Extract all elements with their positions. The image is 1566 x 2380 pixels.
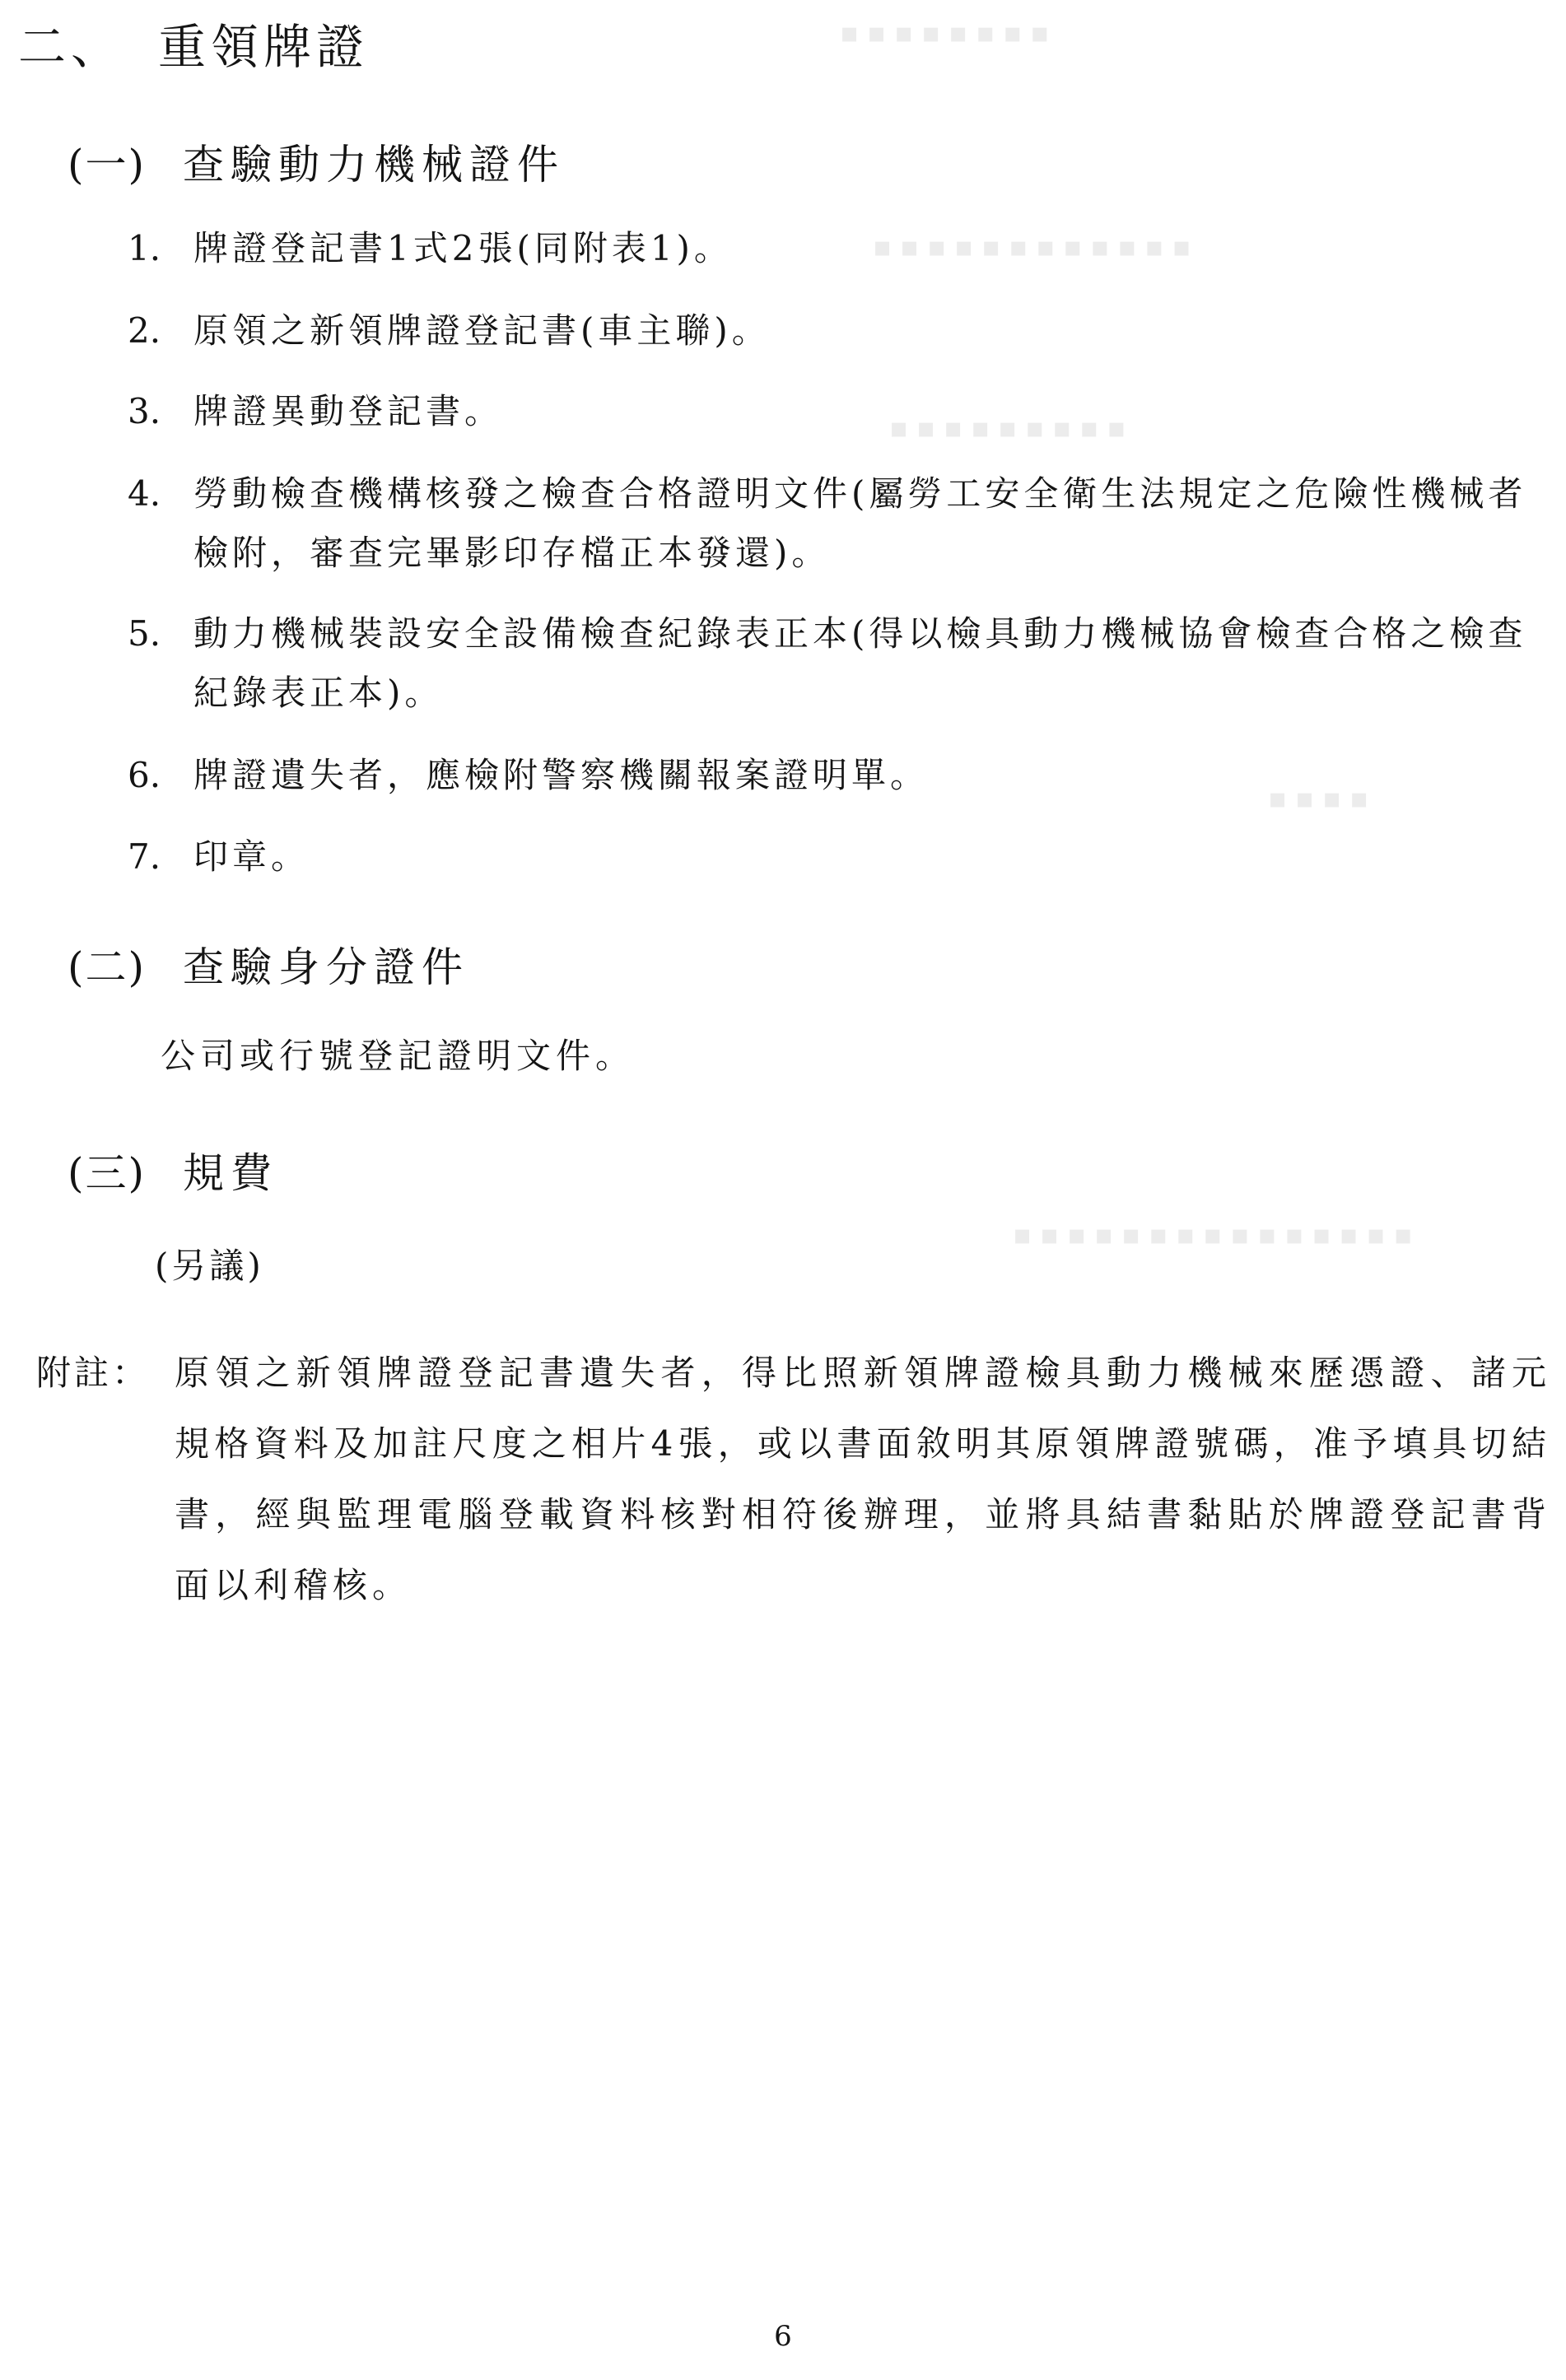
list-item-number: 2. — [128, 310, 161, 351]
subsection-heading — [68, 934, 469, 994]
list-item-text: 動力機械裝設安全設備檢查紀錄表正本(得以檢具動力機械協會檢查合格之檢查紀錄表正本)。 — [193, 613, 1527, 713]
show-through-texture: ▪▪▪▪ — [1268, 782, 1377, 815]
show-through-texture: ▪▪▪▪▪▪▪▪ — [840, 16, 1058, 49]
page-number: 6 — [774, 2320, 792, 2353]
list-item-text: 原領之新領牌證登記書(車主聯)。 — [193, 310, 771, 351]
footnote-label: 附註： — [36, 1353, 151, 1393]
show-through-texture: ▪▪▪▪▪▪▪▪▪▪▪▪ — [873, 231, 1200, 263]
subsection-title: 規費 — [183, 1149, 278, 1197]
footnote — [36, 1338, 1551, 1621]
list-item — [128, 301, 1544, 361]
subsection-text: (另議) — [155, 1246, 264, 1286]
list-item — [128, 827, 1544, 887]
list-item — [128, 604, 1544, 723]
section-heading — [18, 8, 369, 77]
subsection-title: 查驗動力機械證件 — [183, 141, 565, 189]
list-item-text: 勞動檢查機構核發之檢查合格證明文件(屬勞工安全衛生法規定之危險性機械者檢附，審查完畢影印存檔正本發還)。 — [193, 473, 1527, 573]
subsection-title: 查驗身分證件 — [183, 943, 469, 991]
list-item — [128, 382, 1544, 441]
list-item-number: 7. — [128, 836, 161, 877]
subsection-marker: (二) — [68, 943, 147, 991]
section-title: 重領牌證 — [158, 19, 370, 75]
subsection-heading — [68, 132, 565, 191]
show-through-texture: ▪▪▪▪▪▪▪▪▪ — [889, 412, 1135, 445]
subsection-marker: (一) — [68, 141, 147, 189]
list-item-number: 4. — [128, 473, 161, 514]
list-item — [128, 746, 1544, 805]
list-item-text: 印章。 — [193, 836, 310, 877]
list-item-number: 1. — [128, 228, 161, 268]
subsection-marker: (三) — [68, 1149, 147, 1197]
show-through-texture: ▪▪▪▪▪▪▪▪▪▪▪▪▪▪▪ — [1013, 1218, 1421, 1251]
list-item-text: 牌證異動登記書。 — [193, 391, 504, 431]
footnote-text: 原領之新領牌證登記書遺失者，得比照新領牌證檢具動力機械來歷憑證、諸元規格資料及加註尺度之相片4張，或以書面敘明其原領牌證號碼，准予填具切結書，經與監理電腦登載資料核對相符後辦理，並將具結書黏貼於牌證登記書背面以利稽核。 — [175, 1353, 1551, 1605]
list-item-number: 5. — [128, 613, 161, 654]
list-item-number: 3. — [128, 391, 161, 431]
subsection-heading — [68, 1140, 278, 1199]
section-number: 二、 — [18, 19, 124, 75]
list-item — [128, 219, 1544, 278]
list-item-text: 牌證登記書1式2張(同附表1)。 — [193, 228, 733, 268]
list-item — [128, 464, 1544, 583]
list-item-number: 6. — [128, 755, 161, 795]
subsection-text: 公司或行號登記證明文件。 — [161, 1036, 636, 1076]
list-item-text: 牌證遺失者，應檢附警察機關報案證明單。 — [193, 755, 930, 795]
